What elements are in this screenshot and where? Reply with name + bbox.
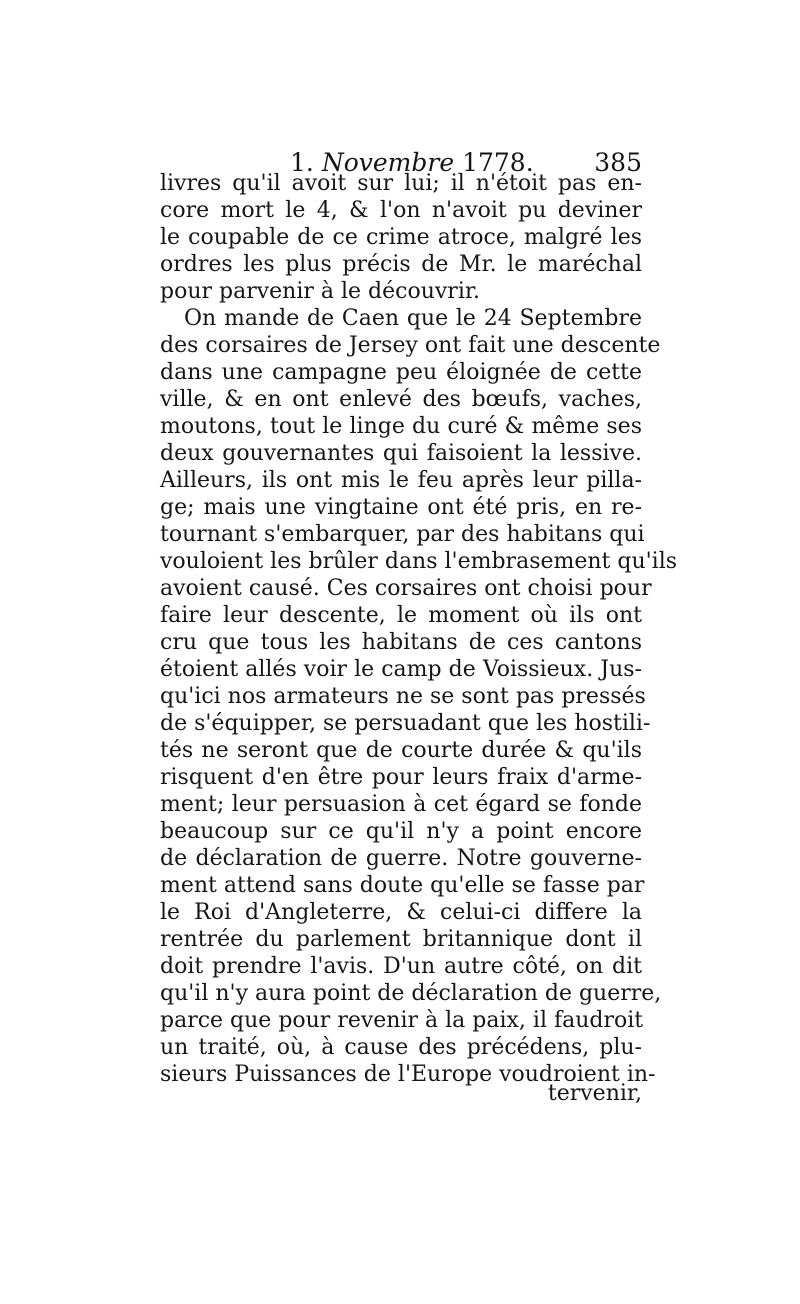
body-text: [160, 170, 678, 1088]
text-line: livres qu'il avoit sur lui; il n'étoit pas en-: [160, 171, 642, 196]
text-line: tournant s'embarquer, par des habitans qui: [160, 522, 645, 547]
text-line: dans une campagne peu éloignée de cette: [160, 360, 642, 385]
text-line: ment attend sans doute qu'elle se fasse par: [160, 873, 645, 898]
text-line: vouloient les brûler dans l'embrasement qu'ils: [160, 549, 678, 574]
catchword: tervenir,: [547, 1081, 642, 1106]
text-line: sieurs Puissances de l'Europe voudroient in-: [160, 1062, 656, 1087]
text-line: rentrée du parlement britannique dont il: [160, 927, 642, 952]
text-line: le Roi d'Angleterre, & celui-ci differe la: [160, 900, 642, 925]
text-line: qu'il n'y aura point de déclaration de guerre,: [160, 981, 662, 1006]
text-line: On mande de Caen que le 24 Septembre: [184, 306, 642, 331]
header-day: 1.: [290, 148, 314, 177]
text-line: ment; leur persuasion à cet égard se fonde: [160, 792, 642, 817]
header-year: 1778.: [462, 148, 534, 177]
text-line: faire leur descente, le moment où ils ont: [160, 603, 642, 628]
text-line: avoient causé. Ces corsaires ont choisi pour: [160, 576, 652, 601]
paragraph: [160, 170, 642, 305]
text-line: risquent d'en être pour leurs fraix d'arme-: [160, 765, 642, 790]
text-line: des corsaires de Jersey ont fait une descente: [160, 333, 661, 358]
text-line: Ailleurs, ils ont mis le feu après leur pilla-: [160, 468, 642, 493]
text-line: cru que tous les habitans de ces cantons: [160, 630, 642, 655]
text-line: beaucoup sur ce qu'il n'y a point encore: [160, 819, 642, 844]
text-line: moutons, tout le linge du curé & même ses: [160, 414, 642, 439]
text-line: tés ne seront que de courte durée & qu'ils: [160, 738, 642, 763]
text-line: parce que pour revenir à la paix, il faudroit: [160, 1008, 644, 1033]
page-number: 385: [594, 148, 642, 177]
text-line: doit prendre l'avis. D'un autre côté, on dit: [160, 954, 642, 979]
text-line: core mort le 4, & l'on n'avoit pu deviner: [160, 198, 642, 223]
header-month: Novembre: [321, 148, 455, 177]
text-line: le coupable de ce crime atroce, malgré les: [160, 225, 642, 250]
text-line: ge; mais une vingtaine ont été pris, en re-: [160, 495, 642, 520]
paragraph: [160, 305, 678, 1088]
text-line: qu'ici nos armateurs ne se sont pas pressés: [160, 684, 646, 709]
text-line: de déclaration de guerre. Notre gouverne-: [160, 846, 642, 871]
text-line: un traité, où, à cause des précédens, plu-: [160, 1035, 642, 1060]
text-line: ordres les plus précis de Mr. le maréchal: [160, 252, 642, 277]
text-line: deux gouvernantes qui faisoient la lessive.: [160, 441, 642, 466]
text-line: étoient allés voir le camp de Voissieux. Jus-: [160, 657, 642, 682]
text-line: ville, & en ont enlevé des bœufs, vaches,: [160, 387, 642, 412]
text-line: pour parvenir à le découvrir.: [160, 279, 480, 304]
text-line: de s'équipper, se persuadant que les hostili-: [160, 711, 651, 736]
